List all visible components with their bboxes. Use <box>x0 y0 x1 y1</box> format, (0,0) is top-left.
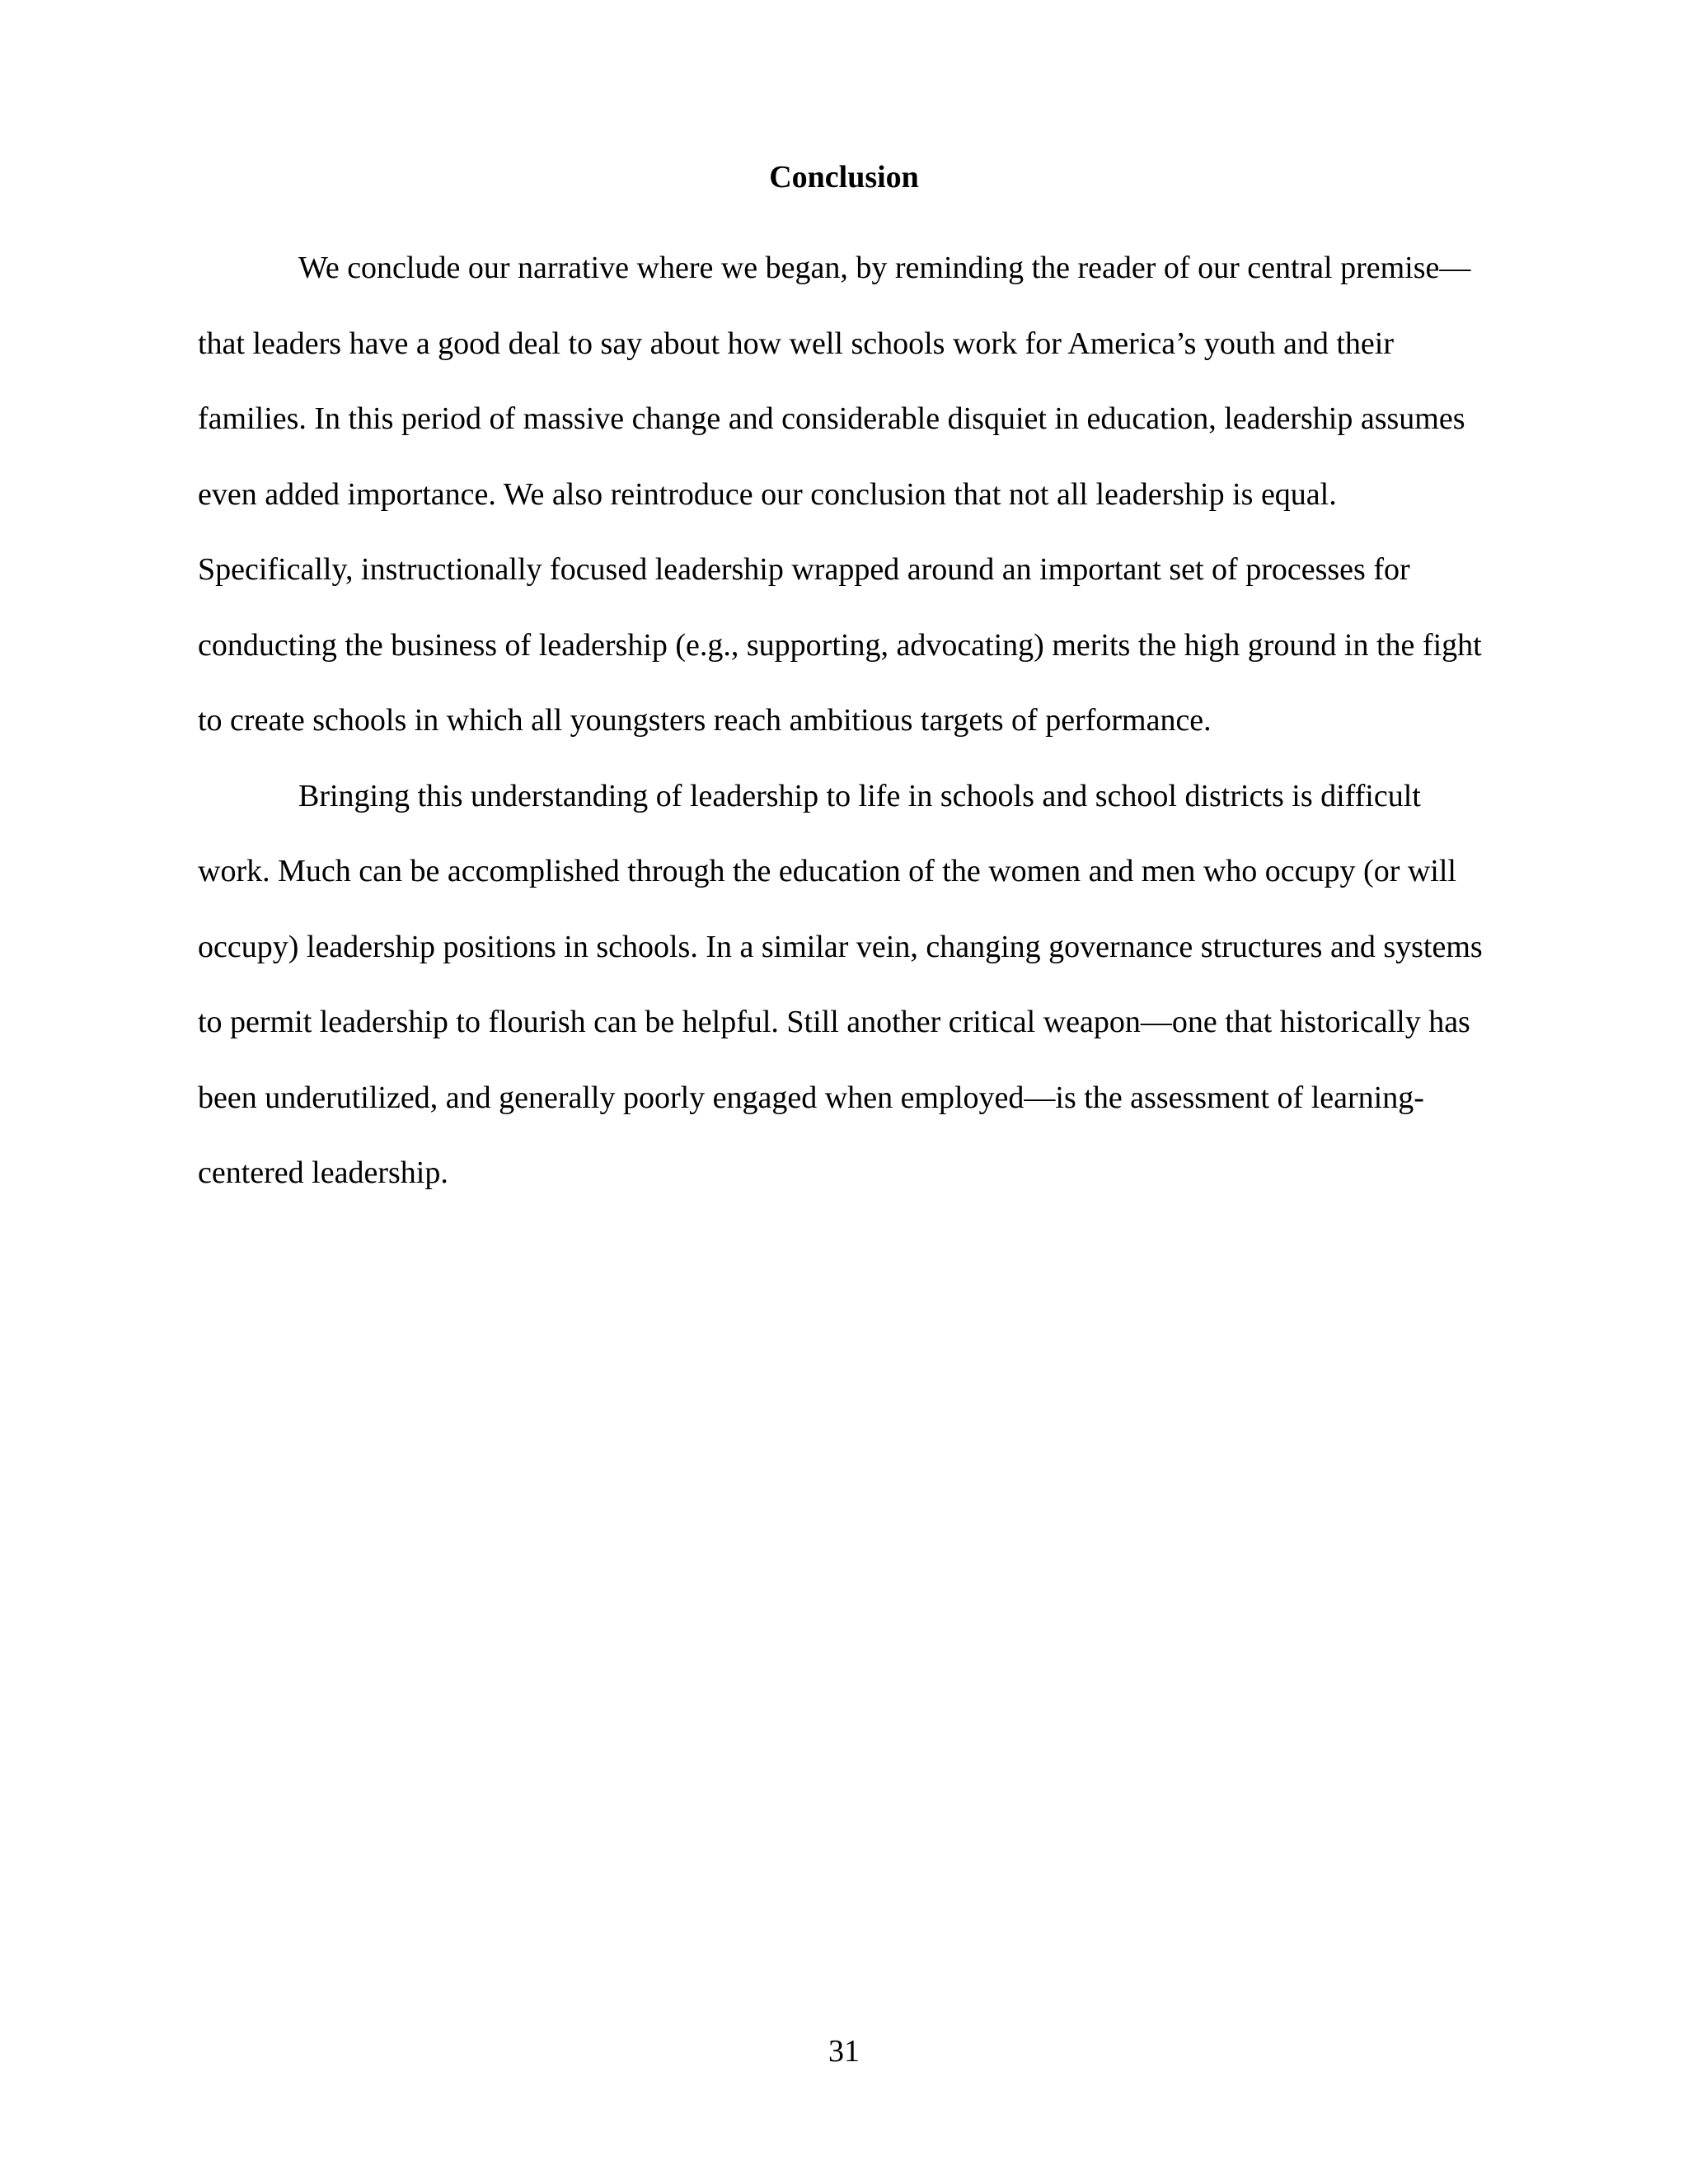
paragraph-1: We conclude our narrative where we began, by reminding the reader of our central premise—that leaders have a good deal to say about how well schools work for America’s youth and their families. In this period of massive change and considerable disquiet in education, leadership assumes even added importance. We also reintroduce our conclusion that not all leadership is equal. Specifically, instructionally focused leadership wrapped around an important set of processes for conducting the business of leadership (e.g., supporting, advocating) merits the high ground in the fight to create schools in which all youngsters reach ambitious targets of performance. <box>198 251 1482 738</box>
section-heading: Conclusion <box>769 160 919 194</box>
body-text <box>198 231 1493 1212</box>
page-number: 31 <box>828 2034 860 2069</box>
paragraph-2: Bringing this understanding of leadership to life in schools and school districts is difficult work. Much can be accomplished through the education of the women and men who occupy (or will occupy) leadership positions in schools. In a similar vein, changing governance structures and systems to permit leadership to flourish can be helpful. Still another critical weapon—one that historically has been underutilized, and generally poorly engaged when employed—is the assessment of learning-centered leadership. <box>198 778 1483 1190</box>
